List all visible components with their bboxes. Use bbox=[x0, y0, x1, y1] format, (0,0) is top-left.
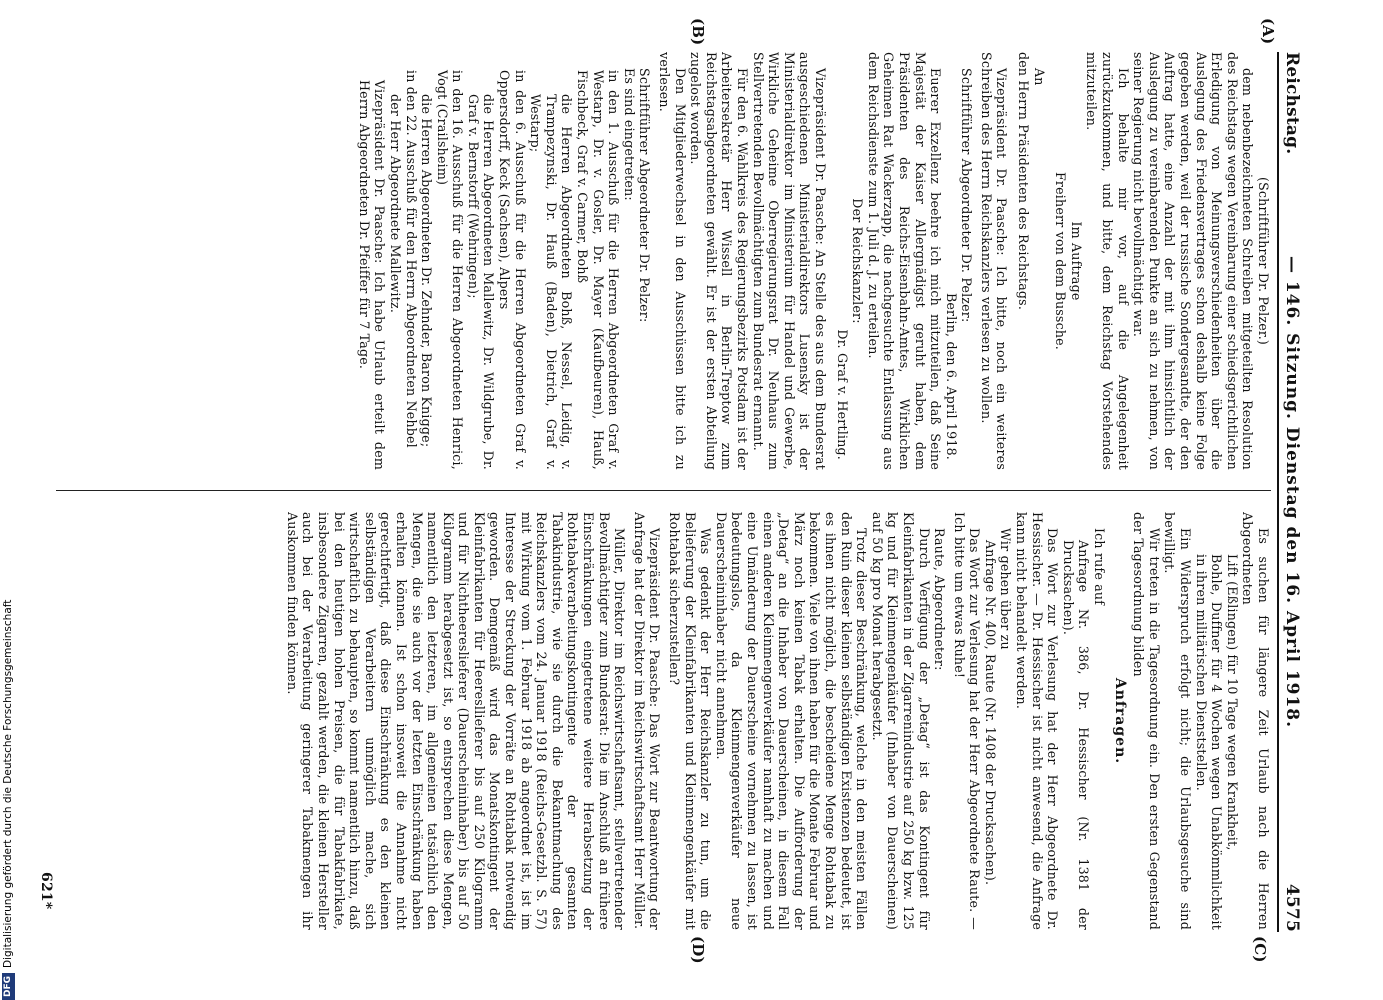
margin-marker-d: (D) bbox=[689, 936, 707, 964]
paragraph: Ich rufe auf bbox=[1092, 528, 1108, 606]
paragraph: Durch Verfügung der „Detag“ ist das Kontingent für Kleinfabrikanten in der Zigarrenindustrie auf 250 kg bzw. 125 kg und für Kleinmengenkäufer (Inhaber von Dauerscheinen) auf 50 kg pro Monat herabgesetzt. bbox=[869, 512, 932, 930]
paragraph: Vizepräsident Dr. Paasche: Das Wort zur Beantwortung der Anfrage hat der Direktor im Reichswirtschaftsamt Herr Müller. bbox=[631, 512, 663, 930]
paragraph: Lift (Eßlingen) für 10 Tage wegen Krankheit, bbox=[1224, 554, 1240, 851]
paragraph: die Herren Abgeordneten Bohß, Nessel, Leidig, v. Trampezynski, Dr. Hauß (Baden), Dietrich, Graf v. Westarp; bbox=[528, 94, 575, 470]
paragraph: Ein Widerspruch erfolgt nicht; die Urlaubsgesuche sind bewilligt. bbox=[1162, 512, 1194, 930]
paragraph: die Herren Abgeordneten Dr. Zehnder, Baron Knigge; bbox=[419, 94, 435, 448]
paragraph: Schriftführer Abgeordneter Dr. Pelzer: bbox=[637, 68, 653, 323]
paragraph: Anfrage Nr. 386, Dr. Hessischer (Nr. 1381 der Drucksachen). bbox=[1060, 540, 1092, 930]
paragraph: in den 22. Ausschuß für den Herrn Abgeordneten Nehbel bbox=[403, 70, 419, 448]
paragraph: (Schriftführer Dr. Pelzer.) bbox=[1256, 176, 1271, 346]
paragraph: An bbox=[1031, 68, 1047, 86]
paragraph: in den 16. Ausschuß für die Herren Abgeordneten Henrici, Vogt (Crailsheim) bbox=[434, 70, 466, 470]
paragraph: Euerer Exzellenz beehre ich mich mitzuteilen, daß Seine Majestät der Kaiser Allergnädigst geruht haben, dem Präsidenten des Reichs-Eisenbahn-Amtes, Wirklichen Geheimen Rat Wackerzapp, die nachgesuchte Entlassung aus dem Reichsdienste zum 1. Juli d. J. zu erteilen. bbox=[865, 52, 944, 470]
right-column bbox=[51, 512, 1271, 930]
margin-marker-c: (C) bbox=[1251, 936, 1269, 963]
paragraph: Das Wort zur Verlesung hat der Herr Abgeordnete Raute. — Ich bitte um etwas Ruhe! bbox=[951, 512, 983, 930]
newspaper-page bbox=[35, 18, 1305, 964]
column-divider bbox=[56, 490, 1271, 491]
paragraph: Der Reichskanzler: bbox=[850, 198, 866, 324]
paragraph: Raute, Abgeordneter: bbox=[932, 528, 948, 671]
paragraph: die Herren Abgeordneten Mallewitz, Dr. Wildgrube, Dr. Graf v. Bernstorff (Wehringen); bbox=[465, 94, 497, 470]
paragraph: Was gedenkt der Herr Reichskanzler zu tun, um die Belieferung der Kleinfabrikanten und Kleinmengenkäufer mit Rohtabak sicherzustellen? bbox=[667, 512, 714, 930]
paragraph: Schriftführer Abgeordneter Dr. Pelzer: bbox=[959, 68, 975, 323]
header-left: Reichstag. bbox=[1282, 52, 1302, 155]
dfg-logo: DFG bbox=[2, 973, 15, 1000]
paragraph: Wir gehen über zu bbox=[998, 528, 1014, 650]
page-number: 4575 bbox=[1282, 883, 1302, 932]
paragraph: in den 1. Ausschuß für die Herren Abgeordneten Graf v. Westarp, Dr. v. Gosler, Dr. Mayer (Kaufbeuren), Hauß, Fischbeck, Graf v. Carmer, Bohß bbox=[575, 70, 622, 470]
header-title: — 146. Sitzung. Dienstag den 16. April 1918. bbox=[1282, 255, 1302, 729]
paragraph: Das Wort zur Verlesung hat der Herr Abgeordnete Dr. Hessischer. — Dr. Hessischer ist nicht anwesend, die Anfrage kann nicht behandelt werden. bbox=[1014, 512, 1061, 930]
paragraph: der Herr Abgeordnete Mallewitz. bbox=[387, 94, 403, 314]
digitization-credit: Digitalisierung gefördert durch die Deutsche Forschungsgemeinschaft bbox=[2, 599, 14, 968]
paragraph: Wir treten in die Tagesordnung ein. Den ersten Gegenstand der Tagesordnung bilden bbox=[1131, 512, 1162, 930]
paragraph: Den Mitgliederwechsel in den Ausschüssen bitte ich zu verlesen. bbox=[657, 52, 688, 470]
paragraph: Es suchen für längere Zeit Urlaub nach die Herren Abgeordneten bbox=[1240, 512, 1271, 930]
footer-mark: 621* bbox=[38, 872, 54, 910]
paragraph: Vizepräsident Dr. Paasche: Ich habe Urlaub erteilt dem Herrn Abgeordneten Dr. Pfeiffer für 7 Tage. bbox=[356, 80, 388, 470]
paragraph: in den 6. Ausschuß für die Herren Abgeordneten Graf v. Oppersdorff, Keck (Sachsen), Alpers bbox=[497, 70, 528, 470]
digitization-strip bbox=[0, 599, 16, 1000]
section-heading: Anfragen. bbox=[1111, 677, 1128, 765]
margin-marker-a: (A) bbox=[1259, 18, 1277, 45]
paragraph: den Herrn Präsidenten des Reichstags. bbox=[1016, 52, 1032, 311]
paragraph: Freiherr von dem Bussche. bbox=[1053, 171, 1069, 351]
paragraph: Trotz dieser Beschränkung, welche in den meisten Fällen den Ruin dieser kleinen selbständigen Existenzen bedeutet, ist es ihnen nicht möglich, die bescheidene Menge Rohtabak zu bekommen. Viele von ihnen haben für die Monate Februar und März noch keinen Tabak erhalten. Die Aufforderung der „Detag“ an die Inhaber von Dauerscheinen, in diesem Fall einen anderen Kleinmengenverkäufer namhaft zu machen und eine Umänderung der Dauerscheine vornehmen zu lassen, ist bedeutungslos, da Kleinmengenverkäufer neue Dauerscheininhaber nicht annehmen. bbox=[713, 512, 870, 930]
paragraph: dem nebenbezeichneten Schreiben mitgeteilten Resolution des Reichstags wegen Vereinbarung einer schiedsgerichtlichen Erledigung von Meinungsverschiedenheiten über die Auslegung des Friedensvertrages schon deshalb keine Folge gegeben werden, weil der russische Sondergesandte, der den Auftrag hatte, eine Anzahl der mit ihm hinsichtlich der Auslegung zu vereinbarenden Punkte an sich zu nehmen, von seiner Regierung nicht bevollmächtigt war. bbox=[1131, 52, 1256, 470]
paragraph: Vizepräsident Dr. Paasche: Ich bitte, noch ein weiteres Schreiben des Herrn Reichskanzlers verlesen zu wollen. bbox=[978, 52, 1010, 470]
paragraph: Für den 6. Wahlkreis des Regierungsbezirks Potsdam ist der Arbeitersekretär Herr Wissell in Berlin-Treptow zum Reichstagsabgeordneten gewählt. Er ist der ersten Abteilung zugelost worden. bbox=[688, 52, 750, 470]
paragraph: Berlin, den 6. April 1918. bbox=[943, 292, 959, 460]
paragraph: Im Auftrage bbox=[1068, 221, 1084, 301]
paragraph: Anfrage Nr. 400, Raute (Nr. 1408 der Drucksachen). bbox=[982, 540, 998, 886]
paragraph: Dr. Graf v. Hertling. bbox=[834, 329, 850, 460]
margin-marker-b: (B) bbox=[689, 18, 707, 46]
paragraph: Vizepräsident Dr. Paasche: An Stelle des aus dem Bundesrat ausgeschiedenen Ministerialdirektors Lusensky ist der Ministerialdirektor im Ministerium für Handel und Gewerbe, Wirkliche Geheime Oberregierungsrat Dr. Neuhaus zum Stellvertretenden Bevollmächtigten zum Bundesrat ernannt. bbox=[750, 52, 828, 470]
page-header bbox=[1277, 52, 1305, 932]
paragraph: Es sind eingetreten: bbox=[621, 68, 637, 201]
paragraph: Müller, Direktor im Reichswirtschaftsamt, stellvertretender Bevollmächtigter zum Bundesrat: Die im Anschluß an frühere Einschränkungen eingetretene weitere Herabsetzung der Rohtabakverarbeitungskontingente der gesamten Tabakindustrie, wie sie durch die Bekanntmachung des Reichskanzlers vom 24. Januar 1918 (Reichs-Gesetzbl. S. 57) mit Wirkung vom 1. Februar 1918 ab angeordnet ist, ist im Interesse der Streckung der Vorräte an Rohtabak notwendig geworden. Demgemäß wird das Monatskontingent der Kleinfabrikanten für Heeresllieferer bis auf 250 Kilogramm und für Nichtheereslieferer (Dauerscheininhaber) bis auf 50 Kilogramm herabgesetzt ist, so entsprechen diese Mengen, namentlich den letzteren, im allgemeinen tatsächlich den Mengen, die sie auch vor der letzten Einschränkung haben erhalten können. Ist schon insoweit die Annahme nicht gerechtfertigt, daß diese Einschränkung es den kleinen selbständigen Verarbeitern unmöglich mache, sich wirtschaftlich zu behaupten, so kommt namentlich hinzu, daß bei den heutigen hohen Preisen, die für Tabakfabrikate, insbesondere Zigarren, gezahlt werden, die kleinen Hersteller auch bei der Verarbeitung geringerer Tabakmengen ihr Auskommen finden können. bbox=[284, 512, 628, 930]
left-column bbox=[51, 52, 1271, 470]
paragraph: Bohle, Duffner für 4 Wochen wegen Unabkömmlichkeit in ihren militärischen Dienststellen. bbox=[1193, 554, 1225, 930]
paragraph: Ich behalte mir vor, auf die Angelegenheit zurückzukommen, und bitte, dem Reichstag Vorstehendes mitzuteilen. bbox=[1084, 52, 1131, 470]
